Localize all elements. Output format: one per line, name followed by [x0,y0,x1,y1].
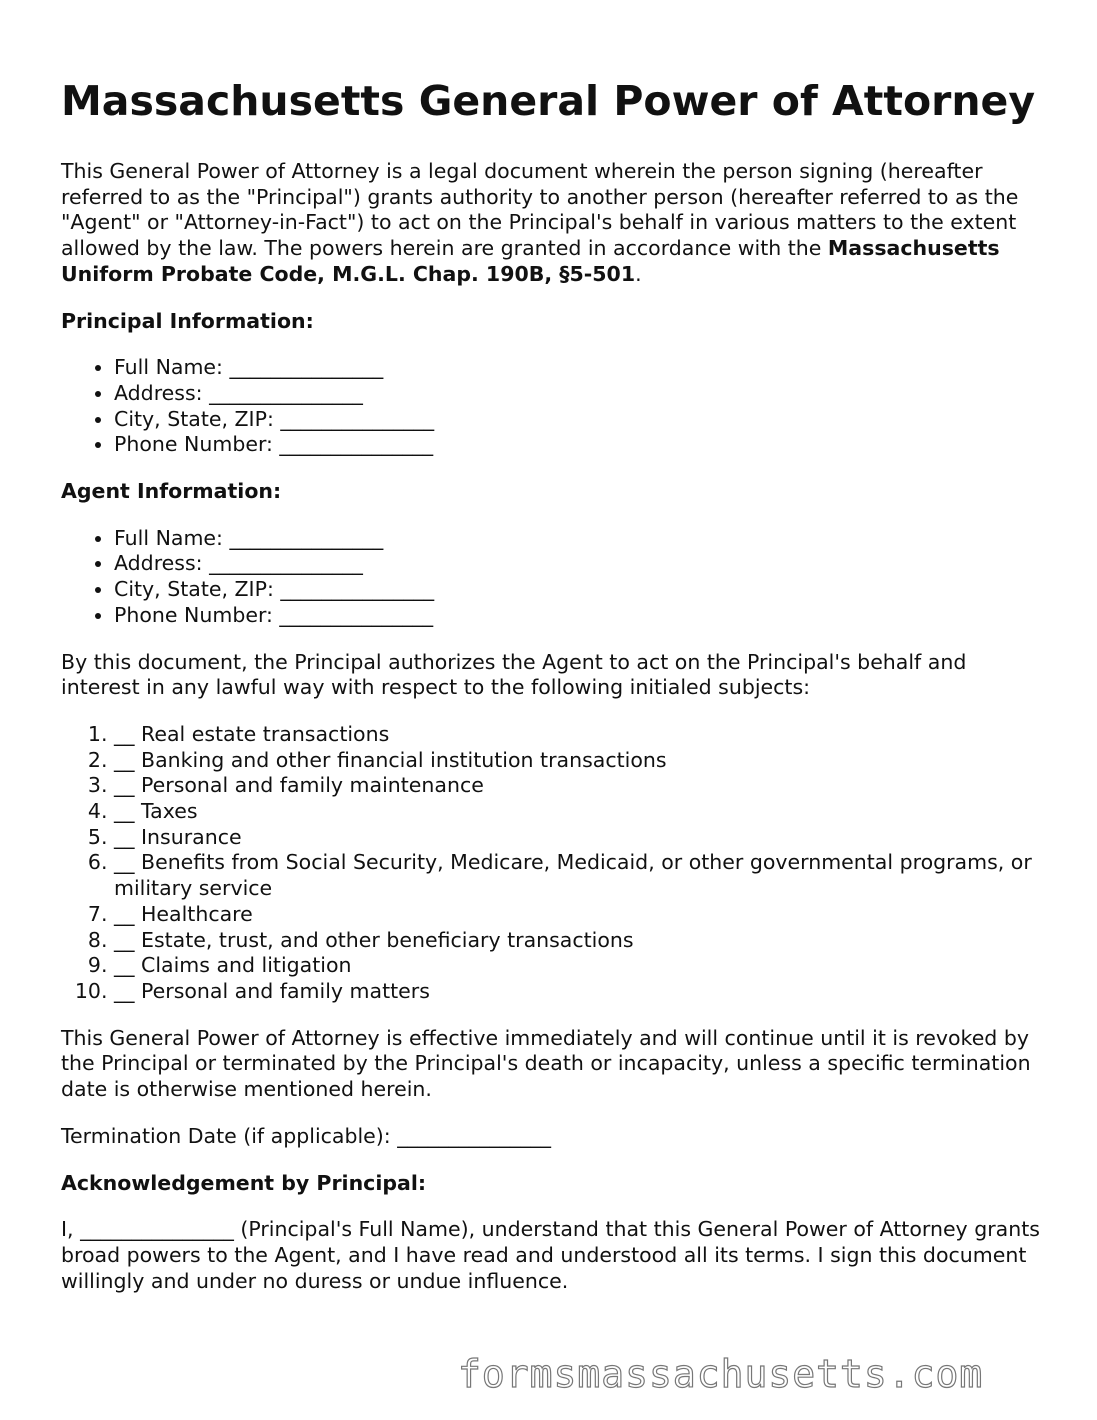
subject-item: 6. __ Benefits from Social Security, Medicare, Medicaid, or other governmental programs, or military service [114,850,1046,901]
subjects-list [61,722,1046,1005]
agent-info-list [61,526,1046,629]
agent-info-heading: Agent Information: [61,479,282,504]
site-watermark: formsmassachusetts.com [458,1352,984,1396]
subject-item: 3. __ Personal and family maintenance [114,773,1046,799]
agent-full-name-field: • Full Name: _______________ [114,526,1046,552]
subject-item: 5. __ Insurance [114,825,1046,851]
subject-item: 4. __ Taxes [114,799,1046,825]
statute-reference: Massachusetts Uniform Probate Code, M.G.L. Chap. 190B, §5-501 [61,236,1000,286]
acknowledgement-paragraph: I, _______________ (Principal's Full Name), understand that this General Power of Attorney grants broad powers to the Agent, and I have read and understood all its terms. I sign this document willingly and under no duress or undue influence. [61,1217,1040,1293]
agent-address-field: • Address: _______________ [114,551,1046,577]
intro-text: This General Power of Attorney is a legal document wherein the person signing (hereafter referred to as the "Principal") grants authority to another person (hereafter referred to as the "Agent" or "Attorney-in-Fact") to act on the Principal's behalf in various matters to the extent allowed by the law. The powers herein are granted in accordance with the [61,159,1019,261]
document-page [61,76,1046,1315]
intro-end: . [635,261,642,286]
principal-info-list [61,355,1046,458]
subject-item: 9. __ Claims and litigation [114,953,1046,979]
subject-item: 8. __ Estate, trust, and other beneficiary transactions [114,928,1046,954]
principal-full-name-field: • Full Name: _______________ [114,355,1046,381]
principal-info-heading: Principal Information: [61,308,314,333]
acknowledgement-heading: Acknowledgement by Principal: [61,1170,427,1195]
subject-item: 1. __ Real estate transactions [114,722,1046,748]
subject-item: 7. __ Healthcare [114,902,1046,928]
document-title: Massachusetts General Power of Attorney [61,77,1036,125]
principal-phone-field: • Phone Number: _______________ [114,432,1046,458]
subject-item: 2. __ Banking and other financial institution transactions [114,748,1046,774]
principal-city-state-zip-field: • City, State, ZIP: _______________ [114,407,1046,433]
termination-date-field: Termination Date (if applicable): _______________ [61,1123,551,1148]
principal-address-field: • Address: _______________ [114,381,1046,407]
agent-city-state-zip-field: • City, State, ZIP: _______________ [114,577,1046,603]
agent-phone-field: • Phone Number: _______________ [114,603,1046,629]
subject-item: 10. __ Personal and family matters [114,979,1046,1005]
authorization-paragraph: By this document, the Principal authorizes the Agent to act on the Principal's behalf and interest in any lawful way with respect to the following initialed subjects: [61,649,967,700]
effective-paragraph: This General Power of Attorney is effective immediately and will continue until it is revoked by the Principal or terminated by the Principal's death or incapacity, unless a specific termination date is otherwise mentioned herein. [61,1025,1031,1102]
intro-paragraph [61,159,1046,288]
